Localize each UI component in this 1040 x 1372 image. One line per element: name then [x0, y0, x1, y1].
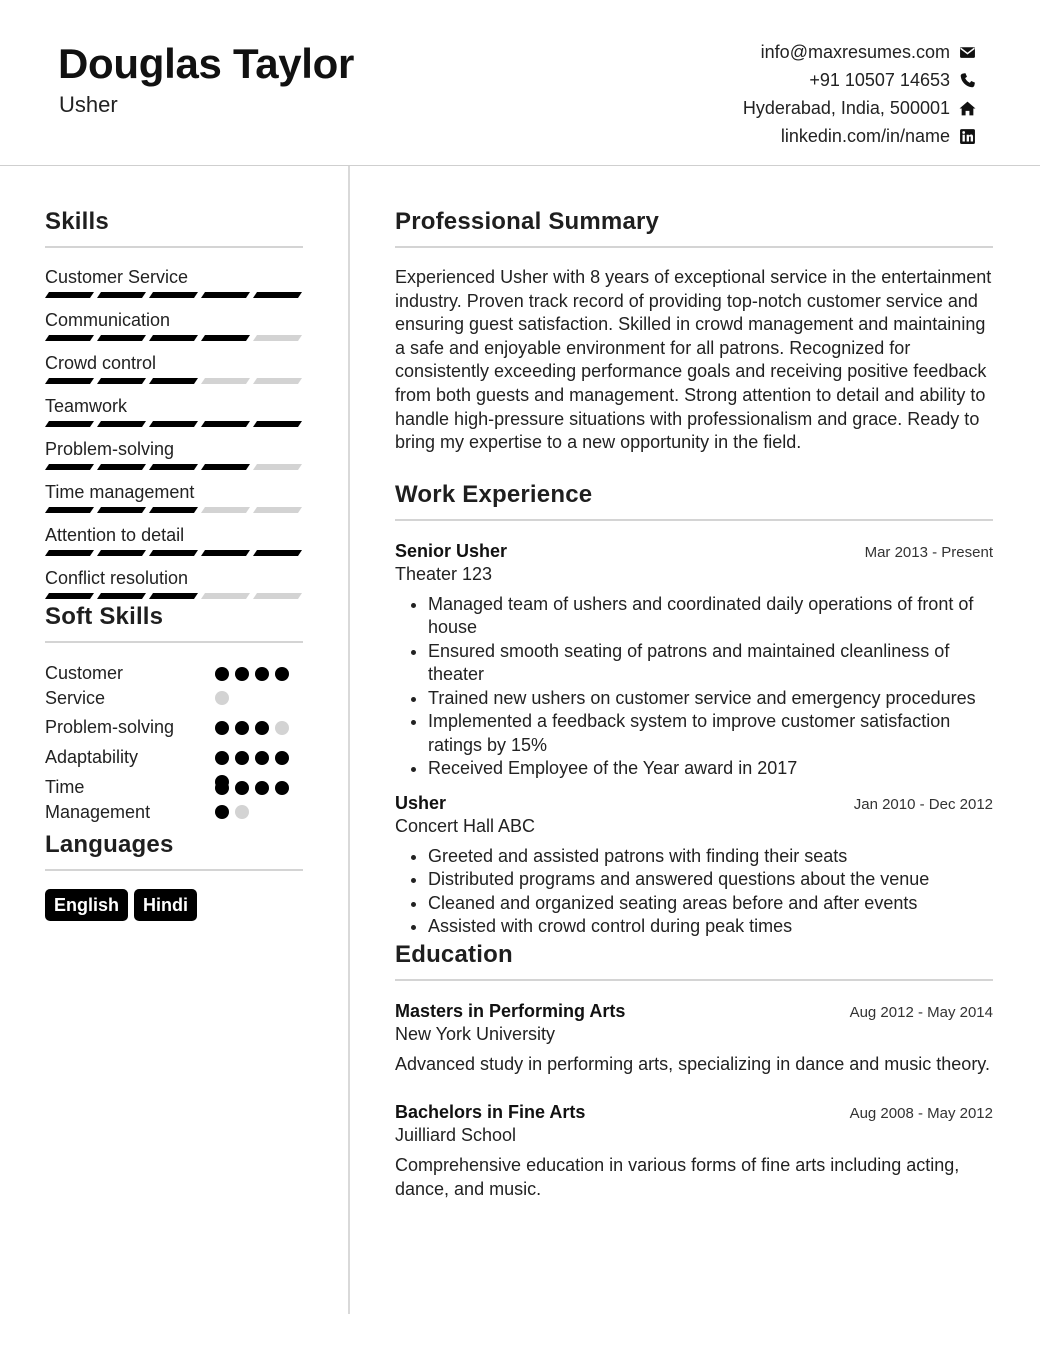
list-item: • Ensured smooth seating of patrons and maintained cleanliness of theater [428, 640, 993, 687]
rating-bar-filled [97, 507, 146, 513]
rating-dot-filled [215, 805, 229, 819]
contact-phone-text: +91 10507 14653 [809, 69, 950, 90]
rating-bar-filled [149, 378, 198, 384]
skill-rating [45, 335, 303, 341]
list-item: • Cleaned and organized seating areas before and after events [428, 892, 993, 916]
resume-header [0, 0, 1040, 166]
rating-bar-filled [97, 421, 146, 427]
education-section [395, 941, 993, 1202]
contact-address-text: Hyderabad, India, 500001 [742, 97, 950, 118]
rating-dot-filled [235, 721, 249, 735]
rating-bar-filled [149, 335, 198, 341]
languages-list [45, 889, 303, 921]
rating-dot-empty [235, 805, 249, 819]
job-entry [395, 793, 993, 939]
skills-heading: Skills [45, 208, 109, 235]
skill-item [45, 352, 303, 395]
rating-bar-filled [45, 593, 94, 599]
rating-bar-filled [201, 464, 250, 470]
experience-heading: Work Experience [395, 480, 593, 508]
contact-linkedin[interactable] [743, 122, 976, 150]
education-date: Aug 2008 - May 2012 [849, 1105, 993, 1123]
job-date: Jan 2010 - Dec 2012 [853, 795, 993, 813]
soft-skill-label: Problem-solving [45, 717, 175, 737]
education-date: Aug 2012 - May 2014 [849, 1003, 993, 1021]
rating-bar-empty [201, 507, 250, 513]
education-description: Comprehensive education in various forms of fine arts including acting, dance, and music. [395, 1155, 960, 1199]
skills-rule [45, 246, 303, 248]
rating-bar-filled [149, 593, 198, 599]
rating-bar-filled [97, 378, 146, 384]
linkedin-icon [958, 127, 976, 145]
rating-dot-filled [215, 721, 229, 735]
soft-skill-label: Customer Service [45, 663, 124, 708]
job-date: Mar 2013 - Present [864, 543, 993, 561]
list-item: • Distributed programs and answered questions about the venue [428, 868, 993, 892]
job-title: Senior Usher [395, 540, 508, 561]
soft-skill-item [45, 775, 303, 825]
soft-skill-item [45, 745, 303, 775]
rating-dot-filled [255, 781, 269, 795]
job-entry [395, 541, 993, 781]
languages-rule [45, 869, 303, 871]
rating-bar-empty [253, 464, 302, 470]
education-school: New York University [395, 1023, 556, 1044]
summary-text: Experienced Usher with 8 years of exceptional service in the entertainment industry. Proven track record of providing top-notch customer service and ensuring guest satisfaction. Skilled in crowd management and maintaining a safe and enjoyable environment for all patrons. Recognized for consistently exceeding performance goals and receiving positive feedback from both guests and management. Strong attention to detail and ability to handle high-pressure situations with professionalism and grace. Ready to bring my expertise to a new opportunity in the field. [395, 267, 992, 453]
contact-email[interactable] [743, 38, 976, 66]
summary-heading: Professional Summary [395, 208, 660, 235]
contact-address [743, 94, 976, 122]
summary-rule [395, 246, 993, 248]
education-degree: Bachelors in Fine Arts [395, 1102, 586, 1123]
rating-bar-filled [201, 421, 250, 427]
rating-bar-empty [201, 378, 250, 384]
soft-skills-section [45, 603, 303, 825]
rating-dot-filled [255, 721, 269, 735]
skill-rating [45, 464, 303, 470]
rating-bar-filled [253, 550, 302, 556]
contact-email-text: info@maxresumes.com [760, 41, 950, 62]
rating-bar-filled [201, 292, 250, 298]
rating-bar-filled [149, 421, 198, 427]
languages-section [45, 831, 303, 921]
skill-label: Communication [45, 310, 171, 330]
rating-bar-filled [97, 464, 146, 470]
skill-item [45, 438, 303, 481]
envelope-icon [958, 43, 976, 61]
job-organization: Concert Hall ABC [395, 815, 536, 836]
job-organization: Theater 123 [395, 563, 493, 584]
education-entry [395, 1102, 993, 1201]
education-heading: Education [395, 940, 513, 968]
education-description: Advanced study in performing arts, specializing in dance and music theory. [395, 1053, 990, 1074]
contact-linkedin-text: linkedin.com/in/name [780, 125, 950, 146]
rating-dot-filled [235, 751, 249, 765]
list-item: • Implemented a feedback system to improve customer satisfaction ratings by 15% [428, 710, 993, 757]
experience-section [395, 481, 993, 939]
rating-bar-filled [97, 292, 146, 298]
rating-bar-filled [45, 421, 94, 427]
rating-dot-empty [275, 721, 289, 735]
skill-item [45, 309, 303, 352]
rating-dot-filled [235, 667, 249, 681]
language-badge: Hindi [134, 889, 197, 921]
rating-dot-filled [215, 751, 229, 765]
skill-label: Attention to detail [45, 525, 185, 545]
rating-bar-filled [45, 550, 94, 556]
contact-list [743, 38, 976, 150]
list-item: • Assisted with crowd control during peak times [428, 915, 993, 939]
rating-bar-filled [45, 292, 94, 298]
rating-bar-filled [149, 507, 198, 513]
rating-bar-empty [253, 593, 302, 599]
skill-rating [45, 421, 303, 427]
skill-item [45, 524, 303, 567]
job-title: Usher [395, 792, 447, 813]
rating-bar-filled [149, 292, 198, 298]
main-content [395, 208, 993, 1201]
rating-bar-filled [201, 550, 250, 556]
rating-bar-empty [253, 378, 302, 384]
skill-label: Teamwork [45, 396, 128, 416]
rating-bar-filled [253, 421, 302, 427]
skill-item [45, 266, 303, 309]
rating-bar-filled [97, 335, 146, 341]
languages-heading: Languages [45, 831, 174, 858]
education-rule [395, 979, 993, 981]
candidate-name: Douglas Taylor [58, 40, 355, 87]
phone-icon [958, 71, 976, 89]
soft-skill-label: Adaptability [45, 747, 139, 767]
skill-label: Conflict resolution [45, 568, 189, 588]
rating-bar-filled [97, 550, 146, 556]
skill-rating [45, 593, 303, 599]
rating-bar-filled [45, 507, 94, 513]
education-school: Juilliard School [395, 1125, 517, 1146]
skill-rating [45, 550, 303, 556]
soft-skill-item [45, 715, 303, 745]
rating-dot-filled [235, 781, 249, 795]
job-bullets [395, 593, 993, 781]
skill-label: Crowd control [45, 353, 157, 373]
skill-rating [45, 378, 303, 384]
skill-label: Problem-solving [45, 439, 175, 459]
skill-item [45, 567, 303, 593]
rating-bar-filled [45, 378, 94, 384]
soft-skill-item [45, 661, 303, 715]
job-bullets [395, 845, 993, 939]
rating-bar-filled [201, 335, 250, 341]
experience-rule [395, 519, 993, 521]
soft-skill-label: Time Management [45, 777, 151, 822]
rating-dot-filled [215, 781, 229, 795]
skill-rating [45, 507, 303, 513]
sidebar [45, 208, 303, 921]
skill-rating [45, 292, 303, 298]
list-item: • Trained new ushers on customer service and emergency procedures [428, 687, 993, 711]
skill-label: Customer Service [45, 267, 189, 287]
rating-bar-filled [149, 464, 198, 470]
skill-item [45, 481, 303, 524]
skills-list [45, 266, 303, 593]
rating-dot-filled [255, 751, 269, 765]
rating-dot-empty [215, 691, 229, 705]
rating-bar-empty [253, 335, 302, 341]
skill-item [45, 395, 303, 438]
list-item: • Received Employee of the Year award in 2017 [428, 757, 993, 781]
rating-bar-filled [97, 593, 146, 599]
candidate-title: Usher [59, 92, 118, 117]
list-item: • Greeted and assisted patrons with finding their seats [428, 845, 993, 869]
education-entry [395, 1001, 993, 1077]
rating-bar-filled [253, 292, 302, 298]
column-divider [348, 166, 350, 1314]
soft-skills-heading: Soft Skills [45, 603, 164, 630]
rating-dot-filled [275, 751, 289, 765]
skill-label: Time management [45, 482, 195, 502]
rating-bar-filled [45, 464, 94, 470]
soft-skills-rule [45, 641, 303, 643]
rating-dot-filled [275, 781, 289, 795]
contact-phone[interactable] [743, 66, 976, 94]
education-degree: Masters in Performing Arts [395, 1000, 626, 1021]
soft-skills-list [45, 661, 303, 825]
skills-section [45, 208, 303, 593]
rating-dot-filled [275, 667, 289, 681]
summary-section [395, 208, 993, 455]
rating-bar-empty [253, 507, 302, 513]
list-item: • Managed team of ushers and coordinated daily operations of front of house [428, 593, 993, 640]
rating-bar-filled [149, 550, 198, 556]
home-icon [958, 99, 976, 117]
rating-bar-empty [201, 593, 250, 599]
rating-dot-filled [255, 667, 269, 681]
rating-dot-filled [215, 667, 229, 681]
language-badge: English [45, 889, 128, 921]
rating-bar-filled [45, 335, 94, 341]
